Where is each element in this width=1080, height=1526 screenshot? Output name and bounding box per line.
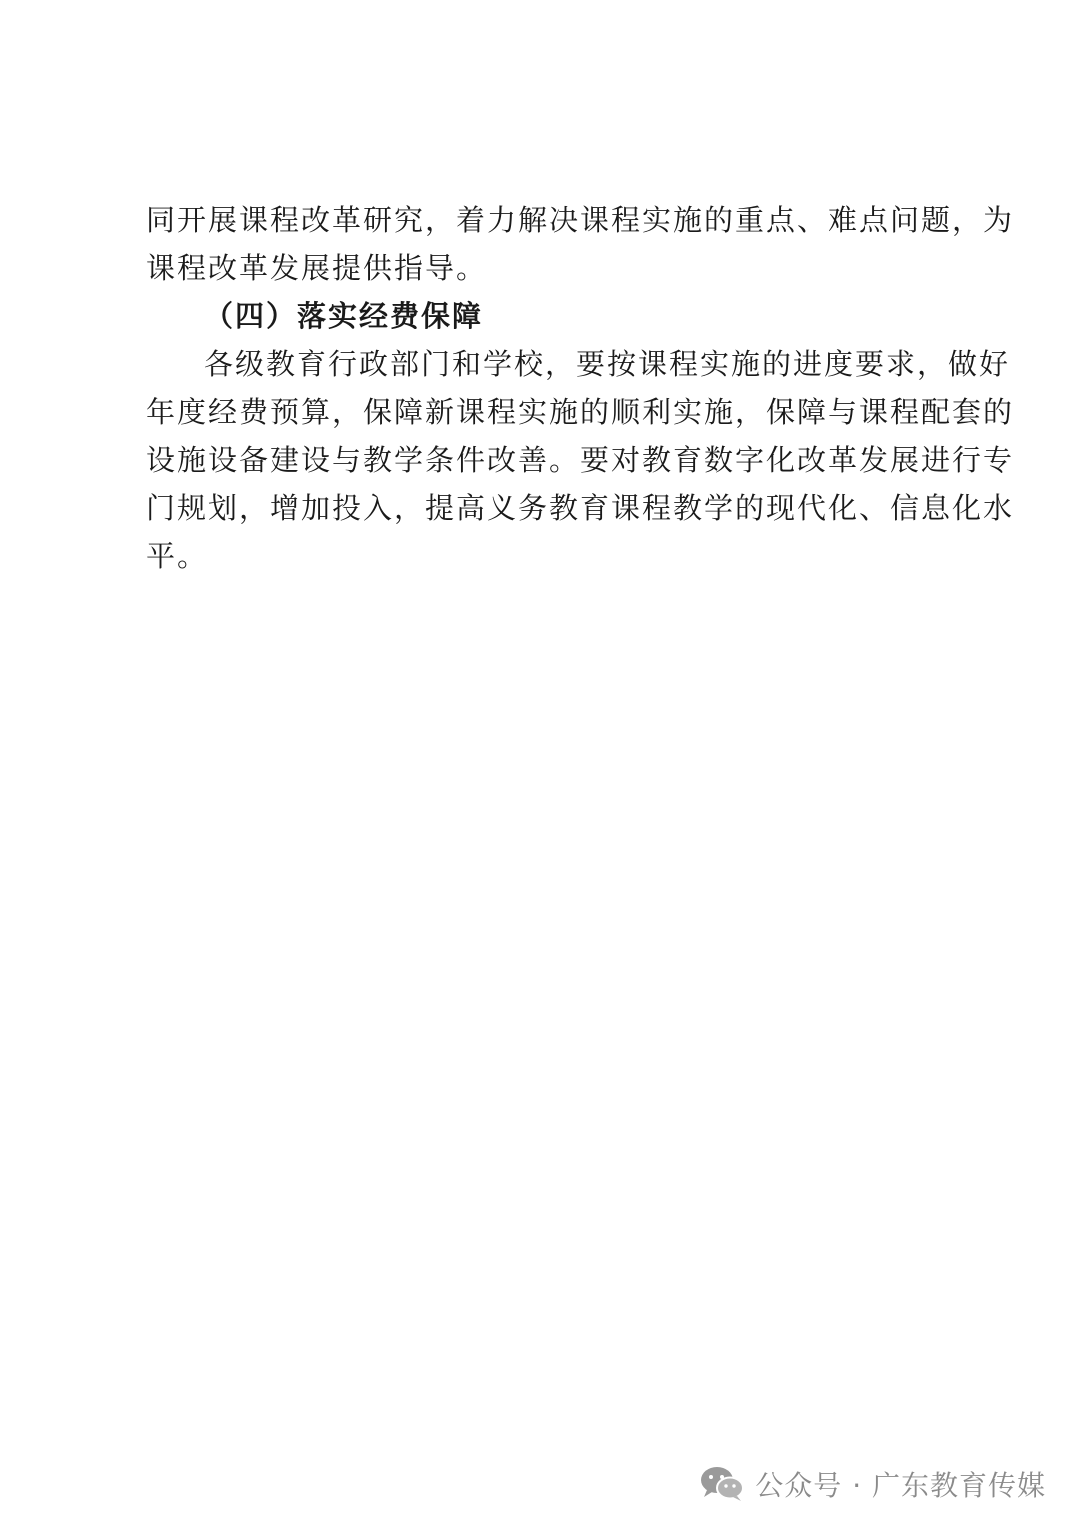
- paragraph-line: 平。: [146, 539, 209, 573]
- wechat-icon: [699, 1465, 745, 1503]
- paragraph-line: 课程改革发展提供指导。: [146, 251, 488, 285]
- paragraph-line: 年度经费预算，保障新课程实施的顺利实施，保障与课程配套的: [146, 395, 1015, 429]
- document-body: [146, 196, 1015, 580]
- paragraph-line: 门规划，增加投入，提高义务教育课程教学的现代化、信息化水: [146, 491, 1015, 525]
- section-heading: （四）落实经费保障: [204, 299, 484, 333]
- wechat-watermark: [699, 1462, 1046, 1506]
- watermark-text: 公众号 · 广东教育传媒: [755, 1469, 1046, 1502]
- paragraph-line: 同开展课程改革研究，着力解决课程实施的重点、难点问题，为: [146, 203, 1015, 237]
- paragraph-line: 设施设备建设与教学条件改善。要对教育数字化改革发展进行专: [146, 443, 1015, 477]
- paragraph-line: 各级教育行政部门和学校，要按课程实施的进度要求，做好: [204, 347, 1011, 381]
